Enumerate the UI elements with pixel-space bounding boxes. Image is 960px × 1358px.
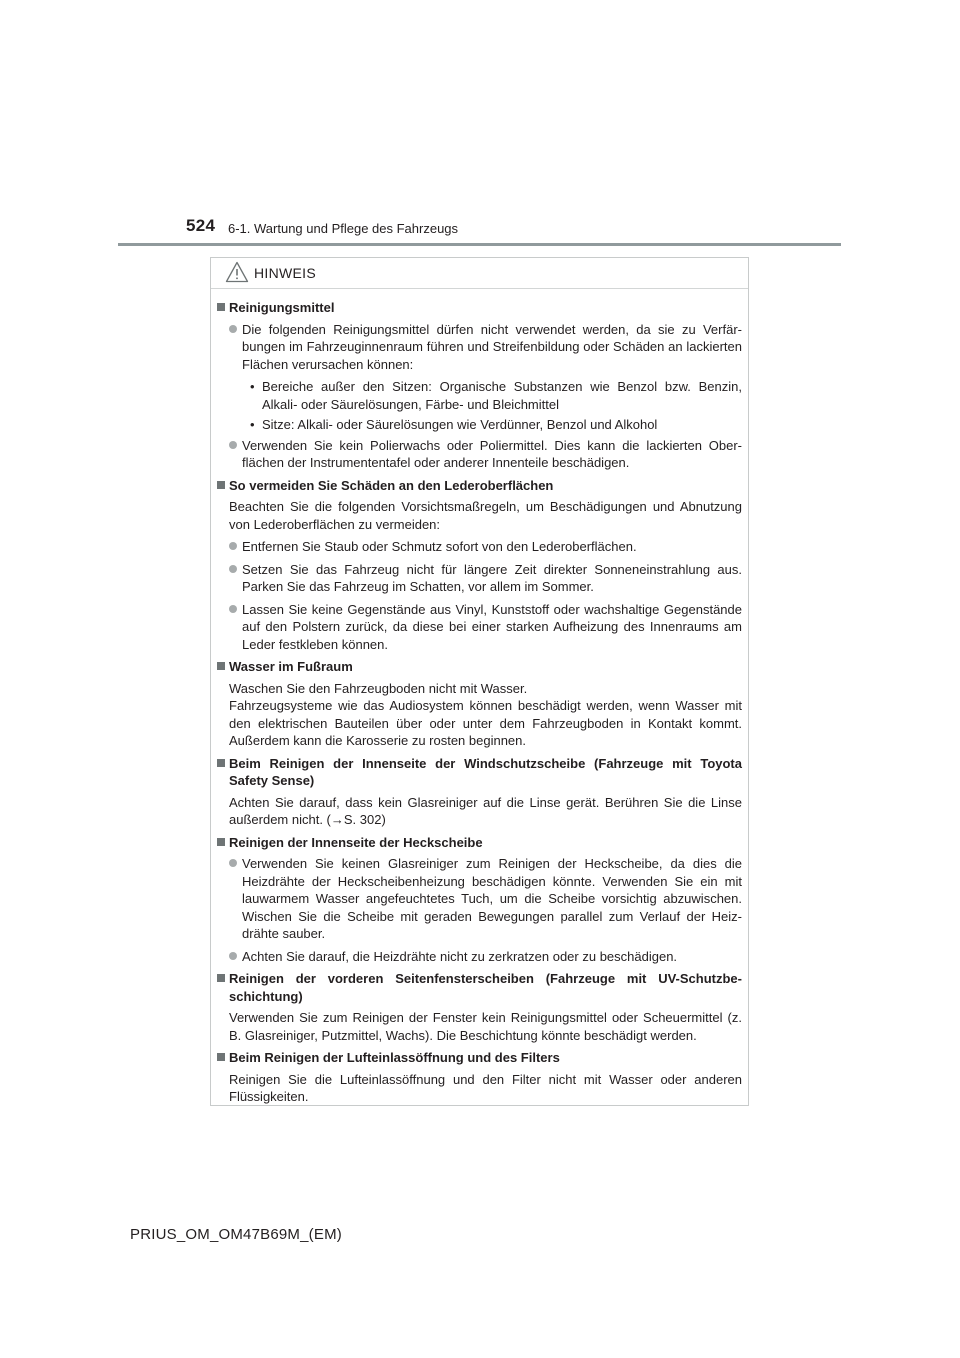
bullet-item: Entfernen Sie Staub oder Schmutz sofort von den Lederoberflächen. [217,538,742,556]
square-bullet-icon [217,1053,225,1061]
circle-bullet-icon [229,565,237,573]
sub-bullet-item: • Sitze: Alkali- oder Säurelösungen wie Verdünner, Benzol und Alkohol [250,417,658,432]
bullet-item: Setzen Sie das Fahrzeug nicht für längere Zeit direkter Sonneneinstrahlung aus. Parken Sie das Fahrzeug im Schatten, vor allem im Sommer. [217,561,742,596]
paragraph: Verwenden Sie zum Reinigen der Fenster kein Reinigungsmittel oder Scheuermittel (z. B. Glasreiniger, Putzmittel, Wachs). Die Beschichtung könnte beschädigt werden. [229,1010,742,1043]
square-bullet-icon [217,481,225,489]
section-leather [217,477,742,654]
bullet-item: Lassen Sie keine Gegenstände aus Vinyl, Kunststoff oder wachshaltige Gegenstände auf den Polstern zurück, da diese bei einer starken Aufheizung des Innenraums am Leder festkleben können. [217,601,742,654]
section-footwell-water [217,658,742,750]
page-number: 524 [186,216,216,235]
section-cleaning-agents [217,299,742,472]
square-bullet-icon [217,303,225,311]
notice-body [217,299,742,1111]
section-title: 6-1. Wartung und Pflege des Fahrzeugs [228,221,459,236]
section-side-windows [217,970,742,1044]
bullet-item: Verwenden Sie keinen Glasreiniger zum Reinigen der Heckscheibe, da dies die Heizdrähte der Heckscheibenheizung beschädigen könnte. Verwenden Sie ein mit lauwarmem Wasser angefeuchtetes Tuch, um die Scheibe vorsichtig abzuwischen. Wischen Sie die Scheibe mit geraden Bewegungen parallel zum Verlauf der Heizdrähte sauber. [217,855,742,943]
sub-bullet-item: • Bereiche außer den Sitzen: Organische Substanzen wie Benzol bzw. Benzin, Alkali- oder Säurelösungen, Färbe- und Bleichmittel [250,379,742,412]
square-bullet-icon [217,759,225,767]
paragraph: Beachten Sie die folgenden Vorsichtsmaßregeln, um Beschädigungen und Abnutzung von Lederoberflächen zu vermeiden: [229,499,742,532]
section-rear-window [217,834,742,966]
section-heading: Beim Reinigen der Lufteinlassöffnung und des Filters [217,1049,742,1067]
section-heading: Beim Reinigen der Innenseite der Windschutzscheibe (Fahrzeuge mit Toyota Safety Sense) [217,755,742,790]
paragraph: Reinigen Sie die Lufteinlassöffnung und den Filter nicht mit Wasser oder anderen Flüssigkeiten. [229,1071,742,1104]
section-heading: Wasser im Fußraum [217,658,742,676]
section-air-intake [217,1049,742,1106]
circle-bullet-icon [229,542,237,550]
header-rule [118,243,841,246]
dot-marker-icon: • [250,417,255,432]
dot-marker-icon: • [250,379,255,394]
notice-header [211,258,748,289]
square-bullet-icon [217,838,225,846]
circle-bullet-icon [229,325,237,333]
circle-bullet-icon [229,441,237,449]
section-windshield [217,755,742,829]
notice-label: HINWEIS [254,265,316,281]
bullet-item: Achten Sie darauf, die Heizdrähte nicht zu zerkratzen oder zu beschädigen. [217,948,742,966]
bullet-item: Verwenden Sie kein Polierwachs oder Poliermittel. Dies kann die lackierten Oberflächen der Instrumententafel oder anderer Innenteile beschädigen. [217,437,742,472]
paragraph: Achten Sie darauf, dass kein Glasreiniger auf die Linse gerät. Berühren Sie die Linse außerdem nicht. (→S. 302) [229,794,742,827]
notice-box [210,257,749,1106]
section-heading: Reinigen der Innenseite der Heckscheibe [217,834,742,852]
bullet-item: Die folgenden Reinigungsmittel dürfen nicht verwendet werden, da sie zu Verfärbungen im Fahrzeuginnenraum führen und Streifenbildung oder Schäden an lackierten Flächen verursachen können: [217,321,742,374]
circle-bullet-icon [229,952,237,960]
square-bullet-icon [217,662,225,670]
section-heading: So vermeiden Sie Schäden an den Lederoberflächen [217,477,742,495]
paragraph: Waschen Sie den Fahrzeugboden nicht mit Wasser. [229,680,528,696]
circle-bullet-icon [229,605,237,613]
footer-doc-code: PRIUS_OM_OM47B69M_(EM) [130,1226,342,1243]
section-heading: Reinigen der vorderen Seitenfensterscheiben (Fahrzeuge mit UV-Schutzbeschichtung) [217,970,742,1005]
warning-triangle-icon [225,261,249,288]
section-heading: Reinigungsmittel [217,299,742,317]
square-bullet-icon [217,974,225,982]
paragraph: Fahrzeugsysteme wie das Audiosystem können beschädigt werden, wenn Wasser mit den elektrischen Bauteilen über oder unter dem Fahrzeugboden in Kontakt kommt. Außerdem kann die Karosserie zu rosten beginnen. [229,698,742,748]
circle-bullet-icon [229,859,237,867]
